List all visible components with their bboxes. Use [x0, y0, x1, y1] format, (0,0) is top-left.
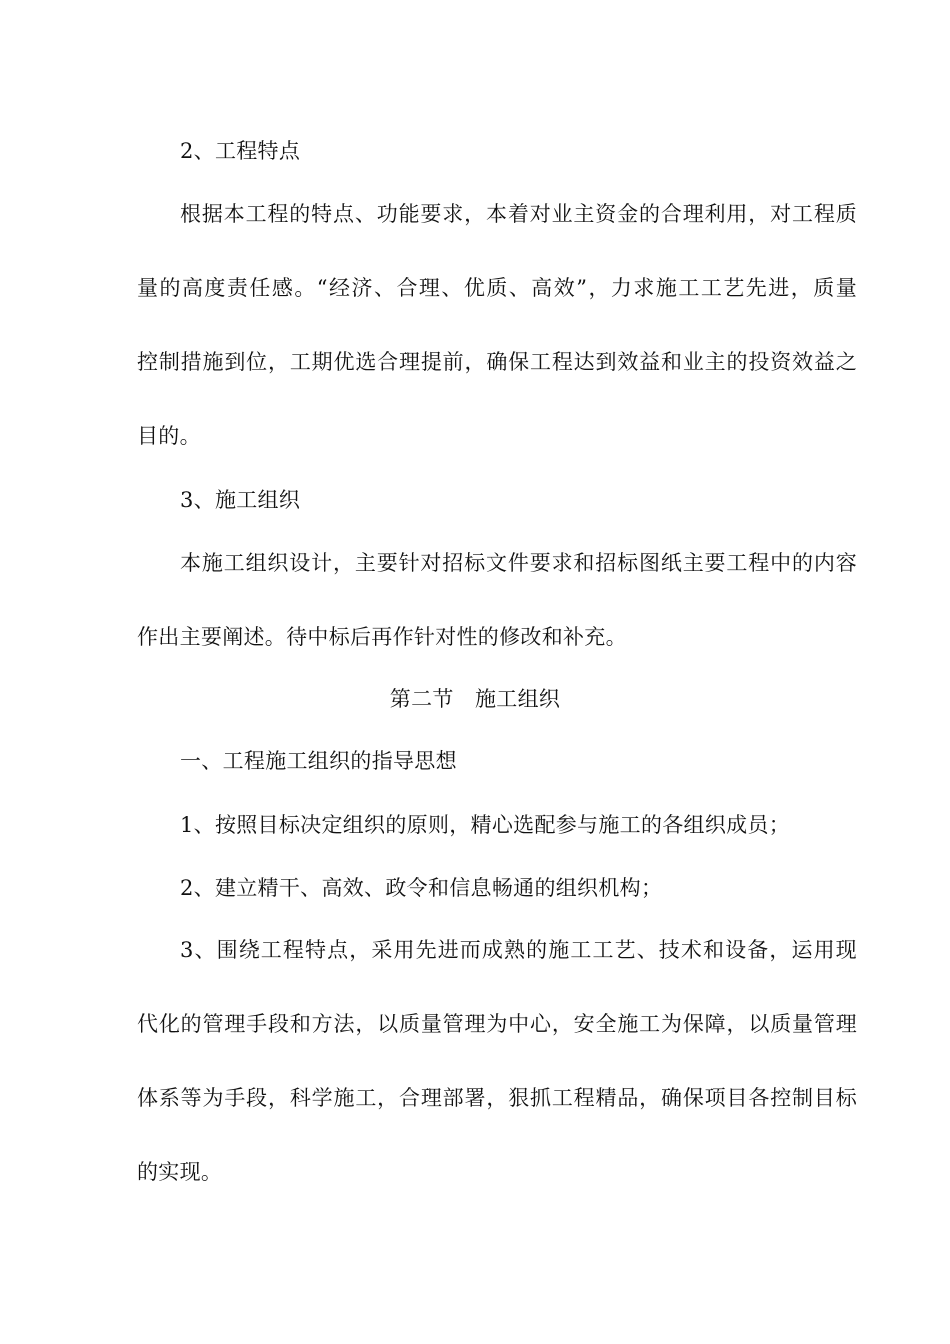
- paragraph-line: 本施工组织设计，主要针对招标文件要求和招标图纸主要工程中的内容: [180, 551, 857, 575]
- paragraph-line: 根据本工程的特点、功能要求，本着对业主资金的合理利用，对工程质: [180, 202, 857, 226]
- subheading-construction-organization: 3、施工组织: [180, 488, 301, 512]
- paragraph-line: 的实现。: [137, 1160, 223, 1184]
- list-item: 3、围绕工程特点，采用先进而成熟的施工工艺、技术和设备，运用现: [180, 938, 857, 962]
- paragraph-line: 量的高度责任感。“经济、合理、优质、高效”，力求施工工艺先进，质量: [137, 276, 857, 300]
- paragraph-line: 代化的管理手段和方法，以质量管理为中心，安全施工为保障，以质量管理: [137, 1012, 857, 1036]
- section-title: 第二节 施工组织: [389, 687, 561, 711]
- paragraph-line: 体系等为手段，科学施工，合理部署，狠抓工程精品，确保项目各控制目标: [137, 1086, 857, 1110]
- paragraph-line: 作出主要阐述。待中标后再作针对性的修改和补充。: [137, 625, 627, 649]
- paragraph-line: 控制措施到位，工期优选合理提前，确保工程达到效益和业主的投资效益之: [137, 350, 857, 374]
- list-item: 2、建立精干、高效、政令和信息畅通的组织机构；: [180, 876, 663, 900]
- list-item: 1、按照目标决定组织的原则，精心选配参与施工的各组织成员；: [180, 813, 791, 837]
- paragraph-line: 目的。: [137, 424, 201, 448]
- subheading-engineering-features: 2、工程特点: [180, 139, 301, 163]
- subheading-guiding-ideology: 一、工程施工组织的指导思想: [180, 749, 457, 773]
